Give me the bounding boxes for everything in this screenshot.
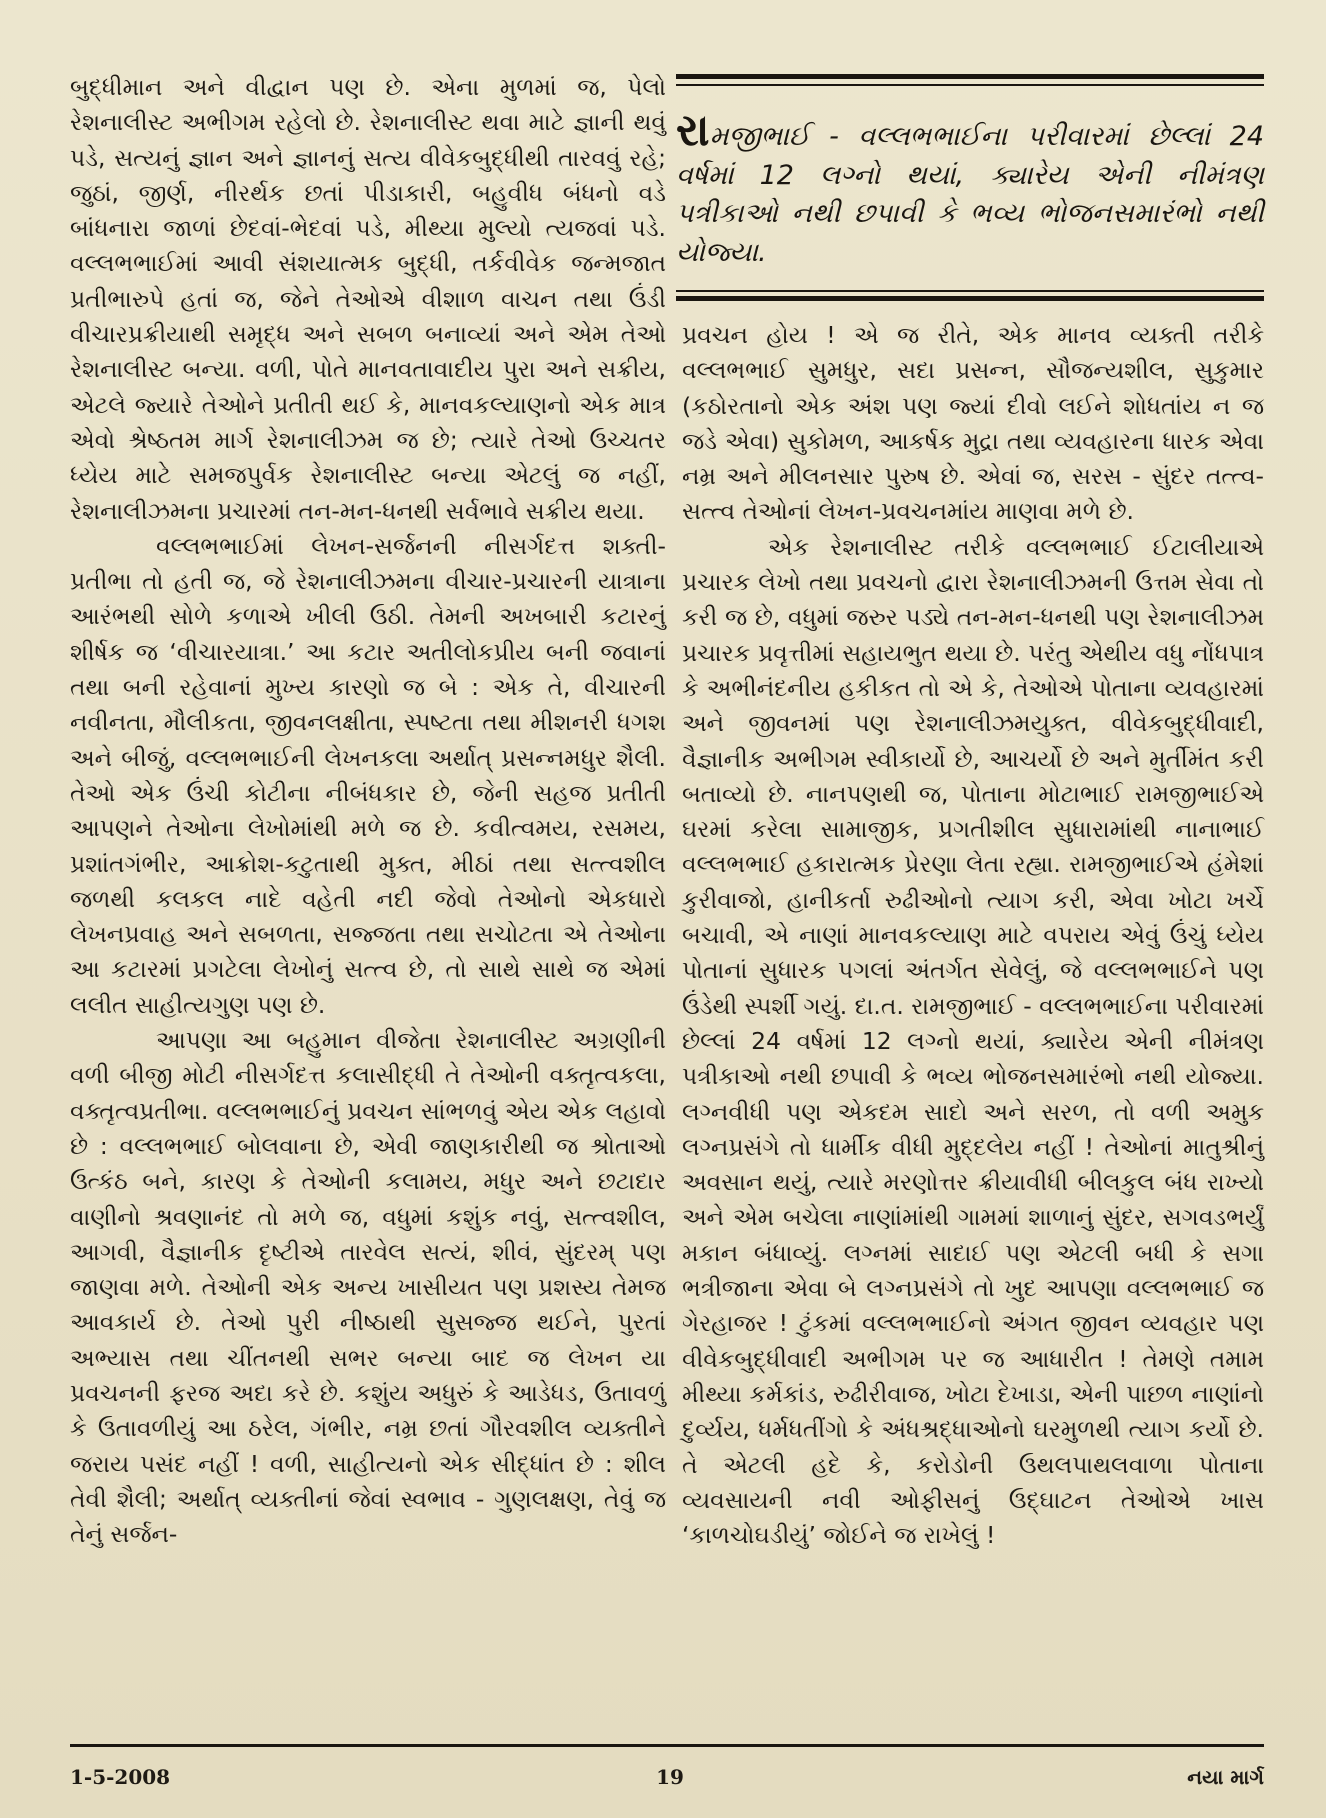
pull-quote-bottom-rule-thick — [676, 296, 1264, 301]
pull-quote — [676, 105, 1264, 272]
left-paragraph-1: બુદ્ધીમાન અને વીદ્વાન પણ છે. એના મુળમાં જ, પેલો રેશનાલીસ્ટ અભીગમ રહેલો છે. રેશનાલીસ્ટ થવા માટે જ્ઞાની થવું પડે, સત્યનું જ્ઞાન અને જ્ઞાનનું સત્ય વીવેકબુદ્ધીથી તારવવું રહે; જુઠાં, જીર્ણ, નીરર્થક છતાં પીડાકારી, બહુવીધ બંધનો વડે બાંધનારા જાળાં છેદવાં-ભેદવાં પડે, મીથ્યા મુલ્યો ત્યજવાં પડે. વલ્લભભાઈમાં આવી સંશયાત્મક બુદ્ધી, તર્કવીવેક જન્મજાત પ્રતીભારુપે હતાં જ, જેને તેઓએ વીશાળ વાચન તથા ઉંડી વીચારપ્રક્રીયાથી સમૃદ્ધ અને સબળ બનાવ્યાં અને એમ તેઓ રેશનાલીસ્ટ બન્યા. વળી, પોતે માનવતાવાદીય પુરા અને સક્રીય, એટલે જ્યારે તેઓને પ્રતીતી થઈ કે, માનવકલ્યાણનો એક માત્ર એવો શ્રેષ્ઠતમ માર્ગ રેશનાલીઝમ જ છે; ત્યારે તેઓ ઉચ્ચતર ધ્યેય માટે સમજપુર્વક રેશનાલીસ્ટ બન્યા એટલું જ નહીં, રેશનાલીઝમના પ્રચારમાં તન-મન-ધનથી સર્વભાવે સક્રીય થયા. — [70, 73, 666, 525]
page-number: 19 — [656, 1765, 684, 1789]
right-paragraph-1: પ્રવચન હોય ! એ જ રીતે, એક માનવ વ્યક્તી તરીકે વલ્લભભાઈ સુમધુર, સદા પ્રસન્ન, સૌજન્યશીલ, સુકુમાર (કઠોરતાનો એક અંશ પણ જ્યાં દીવો લઈને શોધતાંય ન જ જડે એવા) સુકોમળ, આકર્ષક મુદ્રા તથા વ્યવહારના ધારક એવા નમ્ર અને મીલનસાર પુરુષ છે. એવાં જ, સરસ - સુંદર તત્ત્વ-સત્ત્વ તેઓનાં લેખન-પ્રવચનમાંય માણવા મળે છે. — [682, 321, 1264, 526]
pull-quote-dropcap: રા — [676, 105, 710, 156]
pull-quote-bottom-rule-thin — [676, 290, 1264, 292]
left-text-column — [70, 70, 666, 1552]
left-paragraph-3: આપણા આ બહુમાન વીજેતા રેશનાલીસ્ટ અગ્રણીની વળી બીજી મોટી નીસર્ગદત્ત કલાસીદ્ધી તે તેઓની વક્તૃત્વકલા, વક્તૃત્વપ્રતીભા. વલ્લભભાઈનું પ્રવચન સાંભળવું એય એક લહાવો છે : વલ્લભભાઈ બોલવાના છે, એવી જાણકારીથી જ શ્રોતાઓ ઉત્કંઠ બને, કારણ કે તેઓની કલામય, મધુર અને છટાદાર વાણીનો શ્રવણાનંદ તો મળે જ, વધુમાં કશુંક નવું, સત્ત્વશીલ, આગવી, વૈજ્ઞાનીક દૃષ્ટીએ તારવેલ સત્યં, શીવં, સુંદરમ્ પણ જાણવા મળે. તેઓની એક અન્ય ખાસીયત પણ પ્રશસ્ય તેમજ આવકાર્ય છે. તેઓ પુરી નીષ્ઠાથી સુસજ્જ થઈને, પુરતાં અભ્યાસ તથા ચીંતનથી સભર બન્યા બાદ જ લેખન યા પ્રવચનની ફરજ અદા કરે છે. કશુંય અધુરું કે આડેધડ, ઉતાવળું કે ઉતાવળીયું આ ઠરેલ, ગંભીર, નમ્ર છતાં ગૌરવશીલ વ્યક્તીને જરાય પસંદ નહીં ! વળી, સાહીત્યનો એક સીદ્ધાંત છે : શીલ તેવી શૈલી; અર્થાત્ વ્યક્તીનાં જેવાં સ્વભાવ - ગુણલક્ષણ, તેવું જ તેનું સર્જન- — [70, 1026, 666, 1549]
right-paragraph-2: એક રેશનાલીસ્ટ તરીકે વલ્લભભાઈ ઈટાલીયાએ પ્રચારક લેખો તથા પ્રવચનો દ્વારા રેશનાલીઝમની ઉત્તમ સેવા તો કરી જ છે, વધુમાં જરુર પડ્યે તન-મન-ધનથી પણ રેશનાલીઝમ પ્રચારક પ્રવૃત્તીમાં સહાયભુત થયા છે. પરંતુ એથીય વધુ નોંધપાત્ર કે અભીનંદનીય હકીકત તો એ કે, તેઓએ પોતાના વ્યવહારમાં અને જીવનમાં પણ રેશનાલીઝમયુક્ત, વીવેકબુદ્ધીવાદી, વૈજ્ઞાનીક અભીગમ સ્વીકાર્યો છે, આચર્યો છે અને મુર્તીમંત કરી બતાવ્યો છે. નાનપણથી જ, પોતાના મોટાભાઈ રામજીભાઈએ ઘરમાં કરેલા સામાજીક, પ્રગતીશીલ સુધારામાંથી નાનાભાઈ વલ્લભભાઈ હકારાત્મક પ્રેરણા લેતા રહ્યા. રામજીભાઈએ હંમેશાં કુરીવાજો, હાનીકર્તા રુઢીઓનો ત્યાગ કરી, એવા ખોટા ખર્ચે બચાવી, એ નાણાં માનવકલ્યાણ માટે વપરાય એવું ઉંચું ધ્યેય પોતાનાં સુધારક પગલાં અંતર્ગત સેવેલું, જે વલ્લભભાઈને પણ ઉંડેથી સ્પર્શી ગયું. દા.ત. રામજીભાઈ - વલ્લભભાઈના પરીવારમાં છેલ્લાં 24 વર્ષમાં 12 લગ્નો થયાં, ક્યારેય એની નીમંત્રણ પત્રીકાઓ નથી છપાવી કે ભવ્ય ભોજનસમારંભો નથી યોજ્યા. લગ્નવીધી પણ એકદમ સાદો અને સરળ, તો વળી અમુક લગ્નપ્રસંગે તો ધાર્મીક વીધી મુદ્દલેય નહીં ! તેઓનાં માતુશ્રીનું અવસાન થયું, ત્યારે મરણોત્તર ક્રીયાવીધી બીલકુલ બંધ રાખ્યો અને એમ બચેલા નાણાંમાંથી ગામમાં શાળાનું સુંદર, સગવડભર્યું મકાન બંધાવ્યું. લગ્નમાં સાદાઈ પણ એટલી બધી કે સગા ભત્રીજાના એવા બે લગ્નપ્રસંગે તો ખુદ આપણા વલ્લભભાઈ જ ગેરહાજર ! ટુંકમાં વલ્લભભાઈનો અંગત જીવન વ્યવહાર પણ વીવેકબુદ્ધીવાદી અભીગમ પર જ આધારીત ! તેમણે તમામ મીથ્યા કર્મકાંડ, રુઢીરીવાજ, ખોટા દેખાડા, એની પાછળ નાણાંનો દુર્વ્યય, ધર્મધતીંગો કે અંધશ્રદ્ધાઓનો ઘરમુળથી ત્યાગ કર્યો છે. તે એટલી હદે કે, કરોડોની ઉથલપાથલવાળા પોતાના વ્યવસાયની નવી ઓફીસનું ઉદ્ઘાટન તેઓએ ખાસ ‘કાળચોઘડીયું’ જોઈને જ રાખેલું ! — [682, 532, 1264, 1550]
footer-rule — [70, 1744, 1264, 1747]
pull-quote-top-rule-thin — [676, 84, 1264, 86]
left-paragraph-2: વલ્લભભાઈમાં લેખન-સર્જનની નીસર્ગદત્ત શક્તી-પ્રતીભા તો હતી જ, જે રેશનાલીઝમના વીચાર-પ્રચારની યાત્રાના આરંભથી સોળે કળાએ ખીલી ઉઠી. તેમની અખબારી કટારનું શીર્ષક જ ‘વીચારયાત્રા.’ આ કટાર અતીલોકપ્રીય બની જવાનાં તથા બની રહેવાનાં મુખ્ય કારણો જ બે : એક તે, વીચારની નવીનતા, મૌલીકતા, જીવનલક્ષીતા, સ્પષ્ટતા તથા મીશનરી ધગશ અને બીજું, વલ્લભભાઈની લેખનકલા અર્થાત્ પ્રસન્નમધુર શૈલી. તેઓ એક ઉંચી કોટીના નીબંધકાર છે, જેની સહજ પ્રતીતી આપણને તેઓના લેખોમાંથી મળે જ છે. કવીત્વમય, રસમય, પ્રશાંતગંભીર, આક્રોશ-કટુતાથી મુક્ત, મીઠાં તથા સત્ત્વશીલ જળથી કલકલ નાદે વહેતી નદી જેવો તેઓનો એકધારો લેખનપ્રવાહ અને સબળતા, સજ્જતા તથા સચોટતા એ તેઓના આ કટારમાં પ્રગટેલા લેખોનું સત્ત્વ છે, તો સાથે સાથે જ એમાં લલીત સાહીત્યગુણ પણ છે. — [70, 531, 666, 1019]
footer-date: 1-5-2008 — [70, 1765, 171, 1789]
pull-quote-top-rule-thick — [676, 74, 1264, 79]
right-text-column — [682, 318, 1264, 1553]
publication-name: નયા માર્ગ — [1187, 1765, 1264, 1789]
pull-quote-text: મજીભાઈ - વલ્લભભાઈના પરીવારમાં છેલ્લાં 24 વર્ષમાં 12 લગ્નો થયાં, ક્યારેય એની નીમંત્રણ પત્રીકાઓ નથી છપાવી કે ભવ્ય ભોજનસમારંભો નથી યોજ્યા. — [676, 121, 1264, 268]
